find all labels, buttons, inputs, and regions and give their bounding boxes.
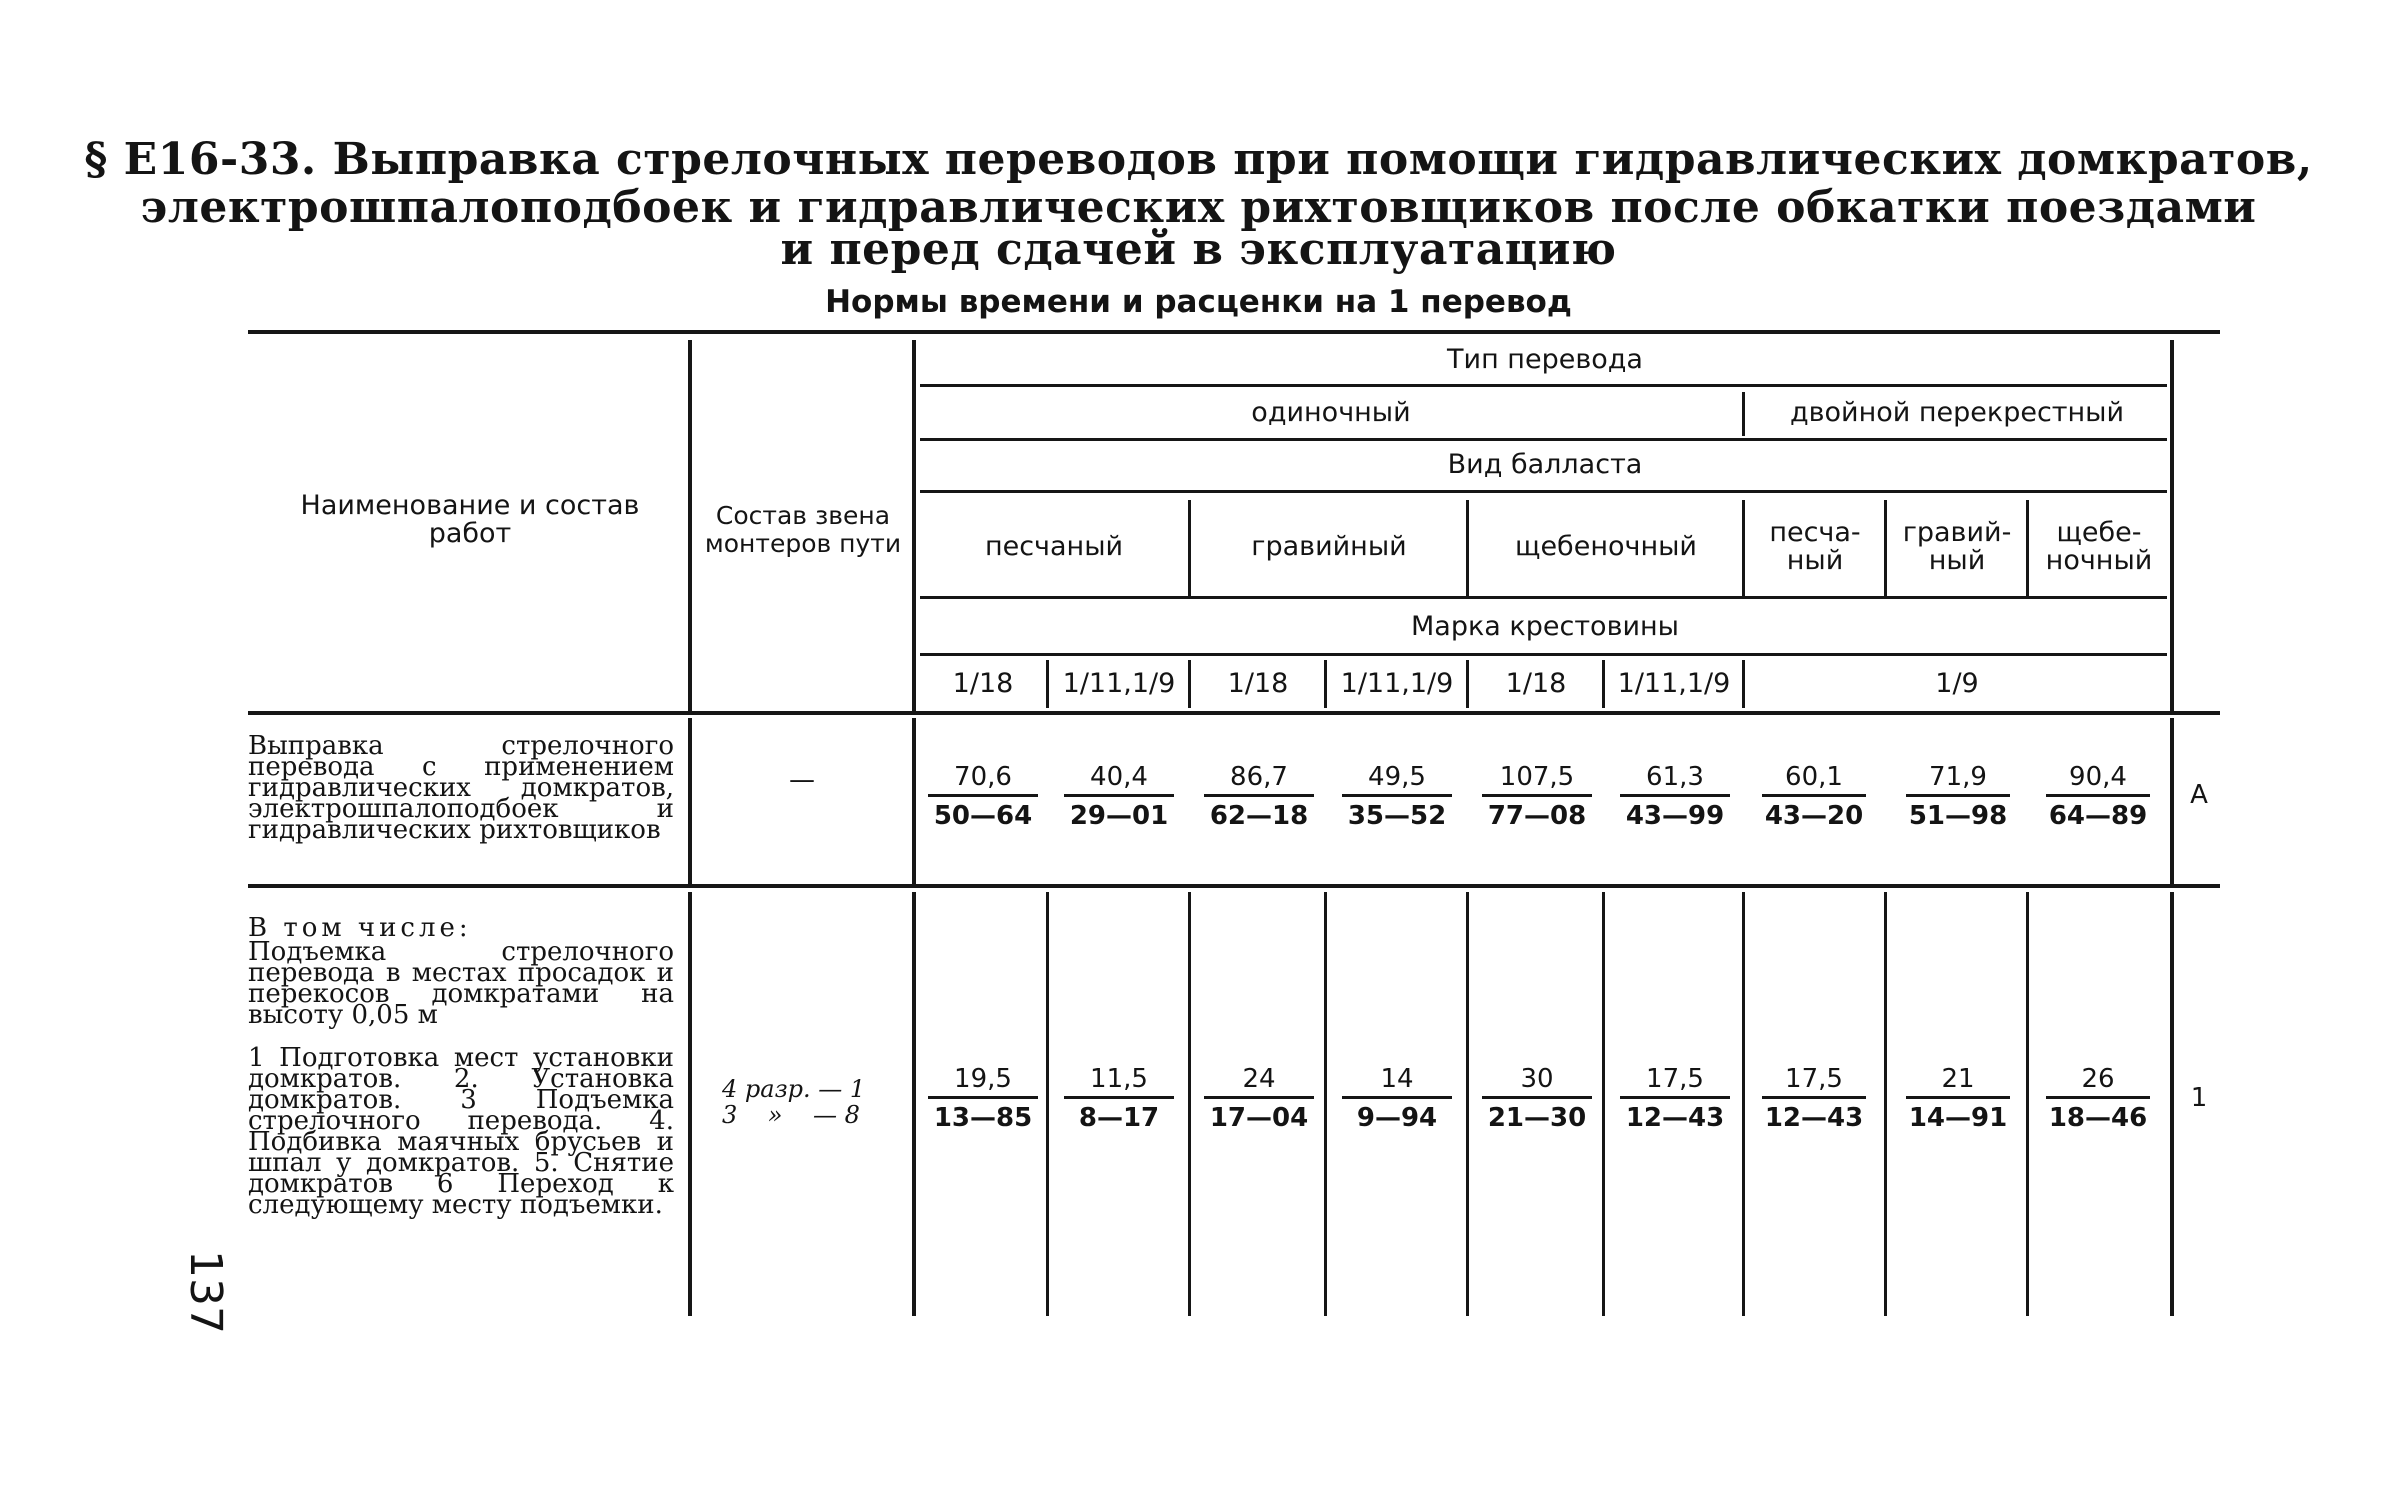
row1-value-3	[1204, 760, 1314, 831]
row-separator-rule	[248, 884, 2220, 888]
ballast-crushed: щебеночный	[1515, 531, 1697, 562]
row1-value-1	[928, 760, 1038, 831]
row1-rate-3: 62—18	[1209, 801, 1309, 831]
row2-rate-1: 13—85	[933, 1103, 1033, 1133]
row1-norm-3: 86,7	[1230, 762, 1288, 792]
row2-value-5	[1482, 1062, 1592, 1133]
row2-value-1	[928, 1062, 1038, 1133]
row2-norm-3: 24	[1242, 1064, 1276, 1094]
row1-norm-2: 40,4	[1090, 762, 1148, 792]
row2-rate-6: 12—43	[1625, 1103, 1725, 1133]
table-top-rule	[248, 330, 2220, 334]
frog-mark-6: 1/11,1/9	[1617, 668, 1731, 699]
row1-index: А	[2190, 780, 2208, 810]
row2-rate-2: 8—17	[1078, 1103, 1160, 1133]
vrule-frog-5	[1602, 660, 1605, 708]
row2-crew-1: 4 разр. — 1	[722, 1075, 866, 1103]
row1-norm-8: 71,9	[1929, 762, 1987, 792]
row2-value-3	[1204, 1062, 1314, 1133]
header-type: Тип перевода	[1447, 344, 1643, 375]
row2-rate-3: 17—04	[1209, 1103, 1309, 1133]
row2-steps: 1 Подготовка мест установки домкратов. 2. Установка домкратов. 3 Подъемка стрелочного перевода. 4. Подбивка маячных брусьев и шпал у домкратов. 5. Снятие домкратов 6 Переход к следующему месту подъемки.	[248, 1043, 674, 1220]
row1-value-6	[1620, 760, 1730, 831]
frog-mark-3: 1/18	[1227, 668, 1289, 699]
row2-rate-5: 21—30	[1487, 1103, 1587, 1133]
vrule-row2-v7	[1884, 892, 1887, 1316]
header-bottom-rule	[248, 711, 2220, 715]
vrule-name-crew	[688, 340, 692, 712]
vrule-row2-v6	[1742, 892, 1745, 1316]
row2-norm-5: 30	[1520, 1064, 1554, 1094]
row1-value-5	[1482, 760, 1592, 831]
header-ballast: Вид балласта	[1447, 449, 1643, 480]
row2-norm-9: 26	[2081, 1064, 2115, 1094]
row1-name: Выправка стрелочного перевода с применением гидравлических домкратов, электрошпалоподбоек и гидравлических рихтовщиков	[248, 731, 674, 845]
row2-rate-9: 18—46	[2048, 1103, 2148, 1133]
vrule-row2-c	[2170, 892, 2174, 1316]
frog-mark-2: 1/11,1/9	[1062, 668, 1176, 699]
row2-rate-8: 14—91	[1908, 1103, 2008, 1133]
row1-rate-8: 51—98	[1908, 801, 2008, 831]
vrule-row2-b	[912, 892, 916, 1316]
vrule-frog-4	[1466, 660, 1469, 708]
vrule-row2-v4	[1466, 892, 1469, 1316]
row2-rate-7: 12—43	[1764, 1103, 1864, 1133]
header-rule-ballast-types	[920, 596, 2167, 599]
vrule-row2-v3	[1324, 892, 1327, 1316]
row2-value-4	[1342, 1062, 1452, 1133]
header-single: одиночный	[1251, 397, 1411, 428]
row1-rate-1: 50—64	[933, 801, 1033, 831]
vrule-values-index	[2170, 340, 2174, 712]
row1-rate-9: 64—89	[2048, 801, 2148, 831]
vrule-frog-1	[1046, 660, 1049, 708]
vrule-row1-b	[912, 718, 916, 884]
vrule-row2-v2	[1188, 892, 1191, 1316]
row1-rate-4: 35—52	[1347, 801, 1447, 831]
ballast-gravel-double: гравий- ный	[1902, 517, 2012, 576]
row2-name: Подъемка стрелочного перевода в местах просадок и перекосов домкратами на высоту 0,05 м	[248, 937, 674, 1030]
frog-mark-5: 1/18	[1505, 668, 1567, 699]
row2-rate-4: 9—94	[1356, 1103, 1438, 1133]
header-double: двойной перекрестный	[1789, 397, 2125, 428]
row2-value-7	[1762, 1062, 1866, 1133]
row2-norm-7: 17,5	[1785, 1064, 1843, 1094]
row2-value-2	[1064, 1062, 1174, 1133]
header-name-col: Наименование и состав работ	[300, 490, 640, 549]
vrule-row2-v1	[1046, 892, 1049, 1316]
vrule-ballast-5	[2026, 500, 2029, 596]
row2-lead: В том числе:	[248, 913, 472, 943]
vrule-ballast-3	[1742, 500, 1745, 596]
ballast-gravel: гравийный	[1251, 531, 1407, 562]
row1-value-9	[2046, 760, 2150, 831]
ballast-crushed-double: щебе- ночный	[2045, 517, 2153, 576]
vrule-row2-a	[688, 892, 692, 1316]
vrule-row2-v8	[2026, 892, 2029, 1316]
frog-mark-7: 1/9	[1935, 668, 1979, 699]
row1-rate-7: 43—20	[1764, 801, 1864, 831]
vrule-ballast-1	[1188, 500, 1191, 596]
row2-norm-4: 14	[1380, 1064, 1414, 1094]
header-crew-col: Состав звена монтеров пути	[704, 501, 902, 558]
row1-value-7	[1762, 760, 1866, 831]
vrule-frog-6	[1742, 660, 1745, 708]
row1-norm-6: 61,3	[1646, 762, 1704, 792]
title-line-1: § Е16-33. Выправка стрелочных переводов при помощи гидравлических домкратов,	[84, 134, 2313, 185]
row2-norm-1: 19,5	[954, 1064, 1012, 1094]
vrule-crew-values	[912, 340, 916, 712]
row2-value-6	[1620, 1062, 1730, 1133]
header-rule-frog	[920, 653, 2167, 656]
row2-index: 1	[2190, 1083, 2208, 1113]
vrule-frog-2	[1188, 660, 1191, 708]
row2-value-9	[2046, 1062, 2150, 1133]
header-rule-type	[920, 384, 2167, 387]
row1-value-8	[1906, 760, 2010, 831]
vrule-single-double	[1742, 392, 1745, 436]
row2-norm-6: 17,5	[1646, 1064, 1704, 1094]
row1-rate-6: 43—99	[1625, 801, 1725, 831]
row1-norm-9: 90,4	[2069, 762, 2127, 792]
row2-value-8	[1906, 1062, 2010, 1133]
header-rule-single-double	[920, 438, 2167, 441]
row2-crew-2: 3 » — 8	[722, 1101, 860, 1129]
page-number: 137	[180, 1250, 231, 1334]
vrule-frog-3	[1324, 660, 1327, 708]
row1-rate-2: 29—01	[1069, 801, 1169, 831]
row2-norm-2: 11,5	[1090, 1064, 1148, 1094]
frog-mark-1: 1/18	[952, 668, 1014, 699]
row1-norm-5: 107,5	[1499, 762, 1575, 792]
header-frog: Марка крестовины	[1411, 611, 1679, 642]
row1-norm-1: 70,6	[954, 762, 1012, 792]
row1-norm-4: 49,5	[1368, 762, 1426, 792]
row1-norm-7: 60,1	[1785, 762, 1843, 792]
subtitle: Нормы времени и расценки на 1 перевод	[825, 284, 1572, 320]
frog-mark-4: 1/11,1/9	[1340, 668, 1454, 699]
ballast-sand-double: песча- ный	[1769, 517, 1861, 576]
vrule-row1-a	[688, 718, 692, 884]
vrule-ballast-4	[1884, 500, 1887, 596]
title-line-3: и перед сдачей в эксплуатацию	[780, 224, 1617, 275]
row1-crew: —	[789, 765, 815, 795]
row1-value-4	[1342, 760, 1452, 831]
title-line-2: электрошпалоподбоек и гидравлических рихтовщиков после обкатки поездами	[140, 182, 2257, 233]
row1-rate-5: 77—08	[1487, 801, 1587, 831]
row2-norm-8: 21	[1941, 1064, 1975, 1094]
vrule-row1-c	[2170, 718, 2174, 884]
vrule-row2-v5	[1602, 892, 1605, 1316]
header-rule-ballast	[920, 490, 2167, 493]
ballast-sand: песчаный	[984, 531, 1124, 562]
row1-value-2	[1064, 760, 1174, 831]
vrule-ballast-2	[1466, 500, 1469, 596]
